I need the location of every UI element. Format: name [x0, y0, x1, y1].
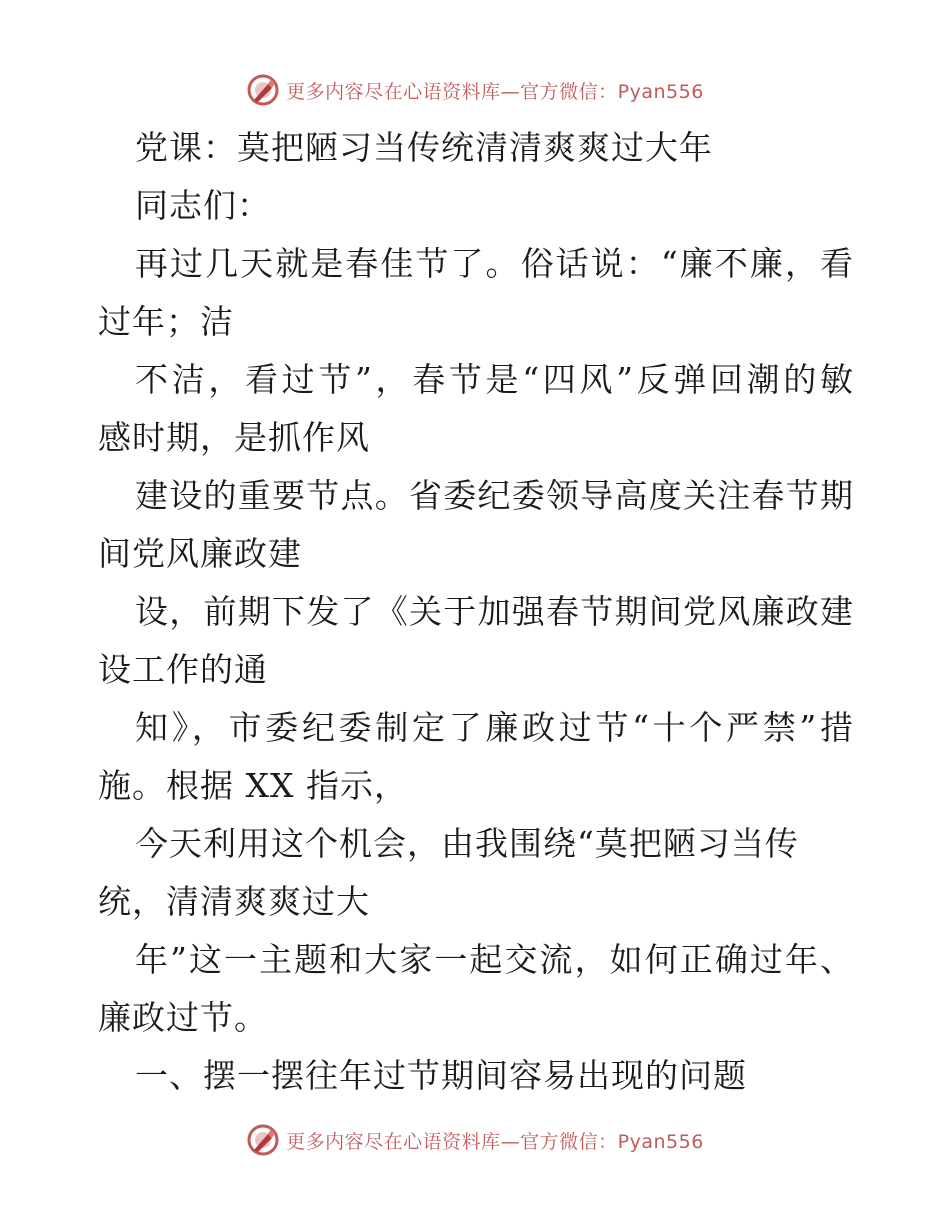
paragraph-line: 再过几天就是春佳节了。俗话说：“廉不廉，看	[135, 244, 853, 283]
watermark-text: 更多内容尽在心语资料库—官方微信：Pyan556	[286, 80, 704, 103]
paragraph-line: 施。根据 XX 指示，	[98, 766, 408, 805]
paragraph-line: 廉政过节。	[98, 998, 268, 1037]
paragraph-line: 间党风廉政建	[98, 534, 302, 573]
paragraph-line: 感时期，是抓作风	[98, 418, 370, 457]
paragraph-line: 不洁，看过节”，春节是“四风”反弹回潮的敏	[135, 360, 853, 399]
document-title: 党课：莫把陋习当传统清清爽爽过大年	[135, 128, 713, 167]
paragraph-line: 设，前期下发了《关于加强春节期间党风廉政建	[135, 592, 853, 631]
paragraph-line: 建设的重要节点。省委纪委领导高度关注春节期	[135, 476, 853, 515]
section-heading: 一、摆一摆往年过节期间容易出现的问题	[135, 1056, 747, 1095]
pen-circle-icon	[246, 73, 280, 107]
greeting: 同志们：	[135, 186, 271, 225]
paragraph-line: 设工作的通	[98, 650, 268, 689]
paragraph-line: 今天利用这个机会，由我围绕“莫把陋习当传	[135, 824, 799, 863]
watermark-text: 更多内容尽在心语资料库—官方微信：Pyan556	[286, 1130, 704, 1153]
paragraph-line: 过年；洁	[98, 302, 234, 341]
watermark-header	[0, 72, 950, 108]
watermark-footer	[0, 1122, 950, 1158]
pen-circle-icon	[246, 1123, 280, 1157]
paragraph-line: 知》，市委纪委制定了廉政过节“十个严禁”措	[135, 708, 853, 747]
paragraph-line: 年”这一主题和大家一起交流，如何正确过年、	[135, 940, 853, 979]
paragraph-line: 统，清清爽爽过大	[98, 882, 370, 921]
